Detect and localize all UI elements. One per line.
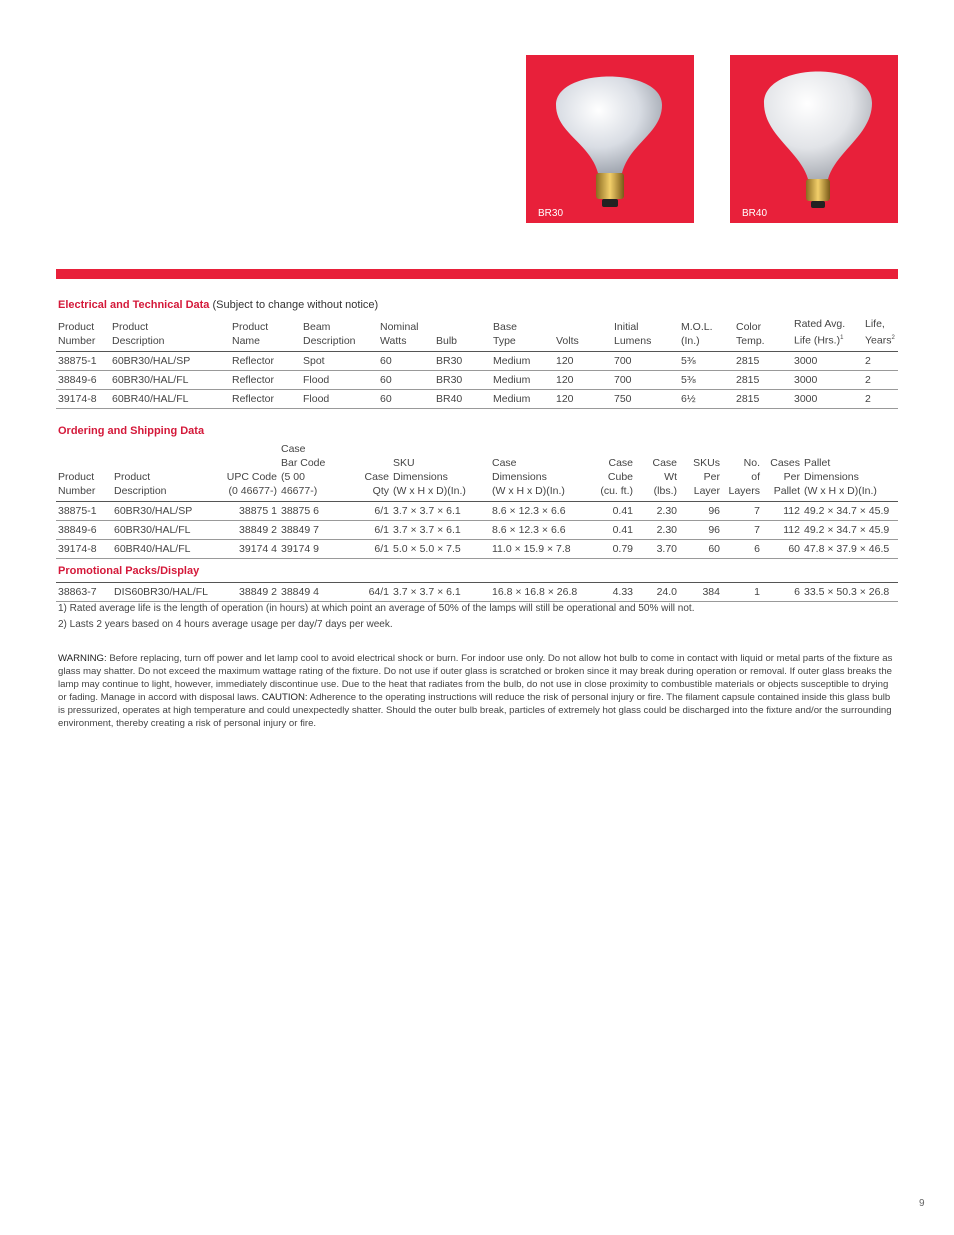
- table-header-row: [56, 316, 898, 351]
- table-cell: 6: [722, 540, 762, 559]
- table-cell: 6½: [679, 389, 734, 408]
- page-number: 9: [919, 1198, 925, 1209]
- column-header-line: Layer: [693, 485, 720, 497]
- column-header-line: UPC Code: [226, 471, 277, 483]
- table-cell: 3000: [792, 389, 863, 408]
- column-header-line: Product: [232, 320, 269, 333]
- column-header-line: Watts: [380, 334, 407, 347]
- table-cell: Reflector: [230, 351, 301, 370]
- column-header-line: Life (Hrs.): [794, 334, 841, 347]
- table-cell: 112: [762, 521, 802, 540]
- column-header-line: (cu. ft.): [600, 485, 633, 497]
- column-header-line: Case: [492, 457, 517, 469]
- column-header-line: of: [751, 471, 760, 483]
- column-header-line: Wt: [664, 471, 677, 483]
- column-header-line: Initial: [614, 320, 639, 333]
- column-header-line: Description: [112, 334, 165, 347]
- table-cell: 38875 1: [215, 502, 279, 521]
- table-row: [56, 389, 898, 408]
- table-cell: 38875 6: [279, 502, 343, 521]
- ordering-data-table: [56, 441, 898, 559]
- table-cell: 60: [378, 389, 434, 408]
- table-row: [56, 583, 898, 602]
- column-header-line: Years: [865, 334, 892, 347]
- table-cell: 38849 2: [215, 583, 279, 602]
- table-cell: 0.79: [581, 540, 635, 559]
- table-cell: 7: [722, 502, 762, 521]
- table-cell: BR30: [434, 351, 491, 370]
- table-cell: 0.41: [581, 521, 635, 540]
- column-header-line: Dimensions: [492, 471, 547, 483]
- table-cell: Reflector: [230, 389, 301, 408]
- table-cell: Medium: [491, 351, 554, 370]
- warning-text: WARNING: Before replacing, turn off power and let lamp cool to avoid electrical shock or burn. For indoor use only. Do not allow hot bulb to come in contact with liquid or metal parts of the fixture as glass may shatter. Do not exceed the maximum wattage rating of the fixture. Do not use if outer glass is scratched or broken since it may break during operation or removal. If outer glass breaks the lamp may continue to light, however, immediately discontinue use. Due to the heat that radiates from the bulb, do not use in close proximity to combustible materials or objects susceptible to drying or fading. Manage in accord with disposal laws. CAUTION: Adherence to the operating instructions will reduce the risk of personal injury or fire. The filament capsule contained inside this glass bulb is pressurized, operates at high temperature and could unexpectedly shatter. Should the outer bulb break, particles of extremely hot glass could be discharged into the fixture and/or the surrounding environment, thereby creating a risk of personal injury or fire.: [58, 653, 893, 729]
- table-cell: 6/1: [343, 502, 391, 521]
- table-row: [56, 540, 898, 559]
- table-cell: 38849-6: [56, 370, 110, 389]
- table-cell: 24.0: [635, 583, 679, 602]
- column-header-line: SKUs: [693, 457, 720, 469]
- table-cell: 39174 4: [215, 540, 279, 559]
- column-header-line: (0 46677-): [228, 485, 277, 497]
- electrical-section-title: Electrical and Technical Data (Subject to change without notice): [58, 299, 379, 311]
- column-header: [679, 316, 734, 351]
- column-header-line: Bar Code: [281, 457, 326, 469]
- column-header-line: Number: [58, 334, 96, 347]
- column-header-line: Pallet: [773, 485, 800, 497]
- column-header: [490, 441, 581, 502]
- column-header-line: Product: [112, 320, 149, 333]
- table-cell: 3000: [792, 370, 863, 389]
- column-header: [230, 316, 301, 351]
- column-header-line: Nominal: [380, 320, 419, 333]
- footnote-ref: 2: [891, 335, 895, 341]
- column-header-line: Name: [232, 334, 261, 347]
- photo-caption: BR30: [538, 208, 564, 219]
- footnote-1: 1) Rated average life is the length of operation (in hours) at which point an average of 50% of the lamps will still be operational and 50% will not.: [58, 603, 695, 614]
- table-cell: Flood: [301, 389, 378, 408]
- column-header: [215, 441, 279, 502]
- table-cell: 38875-1: [56, 502, 112, 521]
- table-cell: 38849-6: [56, 521, 112, 540]
- column-header-line: Cube: [607, 471, 633, 483]
- table-cell: 2: [863, 370, 898, 389]
- table-cell: 6/1: [343, 521, 391, 540]
- table-cell: 38849 2: [215, 521, 279, 540]
- table-cell: 60BR40/HAL/FL: [110, 389, 230, 408]
- column-header: [378, 316, 434, 351]
- column-header-line: Rated Avg.: [794, 318, 846, 330]
- table-cell: 120: [554, 351, 612, 370]
- table-cell: 2: [863, 351, 898, 370]
- table-cell: 3.7 × 3.7 × 6.1: [391, 521, 490, 540]
- table-cell: 60BR40/HAL/FL: [112, 540, 215, 559]
- column-header-line: (lbs.): [653, 485, 677, 497]
- column-header-line: Bulb: [436, 334, 458, 347]
- table-cell: 64/1: [343, 583, 391, 602]
- section-divider-bar: [56, 269, 898, 279]
- footnote-ref: 1: [840, 335, 844, 341]
- column-header-line: Layers: [728, 485, 760, 497]
- column-header: [301, 316, 378, 351]
- column-header-line: Color: [736, 320, 762, 333]
- column-header: [56, 441, 112, 502]
- column-header-line: Cases: [770, 457, 800, 469]
- table-cell: 39174-8: [56, 540, 112, 559]
- table-cell: 700: [612, 370, 679, 389]
- photo-br40: [730, 55, 898, 223]
- footnote-2: 2) Lasts 2 years based on 4 hours average usage per day/7 days per week.: [58, 619, 393, 630]
- column-header-line: Type: [493, 334, 516, 347]
- column-header-line: (W x H x D)(In.): [492, 485, 565, 497]
- ordering-section-title: Ordering and Shipping Data: [58, 425, 205, 437]
- table-cell: 60: [679, 540, 722, 559]
- table-cell: 750: [612, 389, 679, 408]
- table-row: [56, 370, 898, 389]
- column-header: [56, 316, 110, 351]
- column-header-line: Description: [303, 334, 356, 347]
- column-header: [434, 316, 491, 351]
- table-cell: 6: [762, 583, 802, 602]
- photo-caption: BR40: [742, 208, 768, 219]
- column-header-line: SKU: [393, 457, 415, 469]
- column-header-line: Product: [114, 471, 151, 483]
- table-cell: 8.6 × 12.3 × 6.6: [490, 502, 581, 521]
- column-header-line: Case: [608, 457, 633, 469]
- table-cell: 60BR30/HAL/SP: [110, 351, 230, 370]
- table-cell: DIS60BR30/HAL/FL: [112, 583, 215, 602]
- column-header-line: Qty: [372, 485, 389, 497]
- electrical-data-table: [56, 316, 898, 409]
- table-cell: 38849 7: [279, 521, 343, 540]
- br40-bulb-icon: [730, 55, 898, 223]
- table-cell: Reflector: [230, 370, 301, 389]
- table-cell: 16.8 × 16.8 × 26.8: [490, 583, 581, 602]
- table-cell: 3.7 × 3.7 × 6.1: [391, 502, 490, 521]
- column-header: [734, 316, 792, 351]
- table-cell: 60: [762, 540, 802, 559]
- table-cell: 2815: [734, 370, 792, 389]
- br30-bulb-icon: [526, 55, 694, 223]
- photo-br30: [526, 55, 694, 223]
- table-cell: 49.2 × 34.7 × 45.9: [802, 502, 898, 521]
- column-header-line: (5 00 46677-): [281, 471, 318, 497]
- table-cell: 3.7 × 3.7 × 6.1: [391, 583, 490, 602]
- column-header: [554, 316, 612, 351]
- column-header: [343, 441, 391, 502]
- column-header-line: Dimensions: [393, 471, 448, 483]
- column-header-line: Case: [364, 471, 389, 483]
- table-cell: BR30: [434, 370, 491, 389]
- table-cell: 38875-1: [56, 351, 110, 370]
- column-header-line: Product: [58, 320, 95, 333]
- column-header: [762, 441, 802, 502]
- column-header-line: Per: [783, 471, 800, 483]
- table-cell: 0.41: [581, 502, 635, 521]
- table-cell: 49.2 × 34.7 × 45.9: [802, 521, 898, 540]
- table-cell: 5.0 × 5.0 × 7.5: [391, 540, 490, 559]
- table-cell: 6/1: [343, 540, 391, 559]
- table-cell: 33.5 × 50.3 × 26.8: [802, 583, 898, 602]
- table-cell: 38849 4: [279, 583, 343, 602]
- column-header-line: Case: [652, 457, 677, 469]
- table-cell: 60: [378, 370, 434, 389]
- table-cell: 5⅜: [679, 351, 734, 370]
- column-header: [491, 316, 554, 351]
- table-cell: 384: [679, 583, 722, 602]
- table-cell: 2.30: [635, 521, 679, 540]
- column-header-line: (W x H x D)(In.): [804, 485, 877, 497]
- column-header-line: (In.): [681, 334, 700, 347]
- table-header-row: [56, 441, 898, 502]
- table-cell: Medium: [491, 389, 554, 408]
- table-cell: 2815: [734, 351, 792, 370]
- table-cell: 112: [762, 502, 802, 521]
- column-header-line: Per: [703, 471, 720, 483]
- column-header-line: Temp.: [736, 334, 765, 347]
- column-header-line: (W x H x D)(In.): [393, 485, 466, 497]
- column-header-line: Number: [58, 485, 96, 497]
- column-header: [279, 441, 343, 502]
- table-cell: 60BR30/HAL/FL: [112, 521, 215, 540]
- table-cell: 47.8 × 37.9 × 46.5: [802, 540, 898, 559]
- table-cell: 7: [722, 521, 762, 540]
- column-header: [792, 316, 863, 351]
- table-cell: 5⅜: [679, 370, 734, 389]
- promo-section-title: Promotional Packs/Display: [58, 565, 200, 577]
- table-cell: 4.33: [581, 583, 635, 602]
- table-cell: 700: [612, 351, 679, 370]
- column-header-line: Beam: [303, 320, 331, 333]
- column-header-line: Pallet: [804, 457, 831, 469]
- column-header: [112, 441, 215, 502]
- table-cell: Spot: [301, 351, 378, 370]
- table-cell: 3000: [792, 351, 863, 370]
- column-header-line: Product: [58, 471, 95, 483]
- table-row: [56, 502, 898, 521]
- table-cell: 2.30: [635, 502, 679, 521]
- table-cell: 60: [378, 351, 434, 370]
- table-row: [56, 521, 898, 540]
- table-cell: 60BR30/HAL/FL: [110, 370, 230, 389]
- column-header-line: No.: [743, 457, 760, 469]
- column-header-line: Life,: [865, 318, 885, 330]
- column-header-line: Case: [281, 443, 306, 455]
- table-cell: 39174 9: [279, 540, 343, 559]
- table-cell: 120: [554, 389, 612, 408]
- table-cell: 11.0 × 15.9 × 7.8: [490, 540, 581, 559]
- column-header: [110, 316, 230, 351]
- table-cell: 96: [679, 521, 722, 540]
- column-header: [581, 441, 635, 502]
- table-row: [56, 351, 898, 370]
- column-header: [679, 441, 722, 502]
- column-header-line: Volts: [556, 334, 579, 347]
- column-header: [722, 441, 762, 502]
- table-cell: 120: [554, 370, 612, 389]
- column-header-line: Dimensions: [804, 471, 859, 483]
- table-cell: BR40: [434, 389, 491, 408]
- column-header-line: M.O.L.: [681, 320, 713, 333]
- table-cell: 1: [722, 583, 762, 602]
- table-cell: Medium: [491, 370, 554, 389]
- column-header: [612, 316, 679, 351]
- table-cell: 39174-8: [56, 389, 110, 408]
- column-header-line: Lumens: [614, 334, 652, 347]
- column-header-line: Description: [114, 485, 167, 497]
- column-header: [863, 316, 898, 351]
- column-header: [802, 441, 898, 502]
- table-cell: 38863-7: [56, 583, 112, 602]
- table-cell: 96: [679, 502, 722, 521]
- table-cell: 3.70: [635, 540, 679, 559]
- table-cell: Flood: [301, 370, 378, 389]
- column-header-line: Base: [493, 320, 517, 333]
- column-header: [391, 441, 490, 502]
- table-cell: 2: [863, 389, 898, 408]
- promo-data-table: [56, 582, 898, 602]
- table-cell: 8.6 × 12.3 × 6.6: [490, 521, 581, 540]
- table-cell: 2815: [734, 389, 792, 408]
- table-cell: 60BR30/HAL/SP: [112, 502, 215, 521]
- column-header: [635, 441, 679, 502]
